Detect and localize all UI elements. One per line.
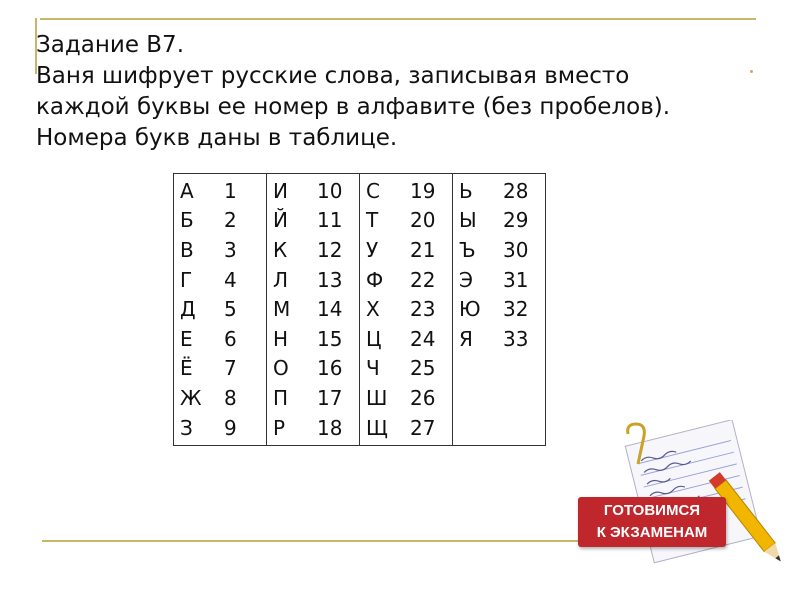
letter: Й: [273, 208, 288, 233]
letter-row: [174, 294, 266, 324]
letter-row: [174, 354, 266, 384]
bottom-rule: [42, 540, 578, 542]
letter-row: [453, 176, 545, 206]
exam-badge: [578, 497, 726, 547]
letter-number: 24: [410, 326, 436, 351]
letter-number: 25: [410, 356, 436, 381]
letter-number: 10: [317, 178, 343, 203]
decorative-dot: [750, 70, 753, 73]
letter: Ё: [180, 356, 193, 381]
letter-number: 14: [317, 297, 343, 322]
letter-row: [174, 413, 266, 443]
letter-row: [360, 206, 452, 236]
letter-number: 30: [503, 237, 529, 262]
letter-number: 26: [410, 385, 436, 410]
letter: Б: [180, 208, 194, 233]
letter-row: [174, 383, 266, 413]
notebook-icon: [618, 420, 798, 570]
letter-row: [360, 235, 452, 265]
letter-number: 6: [224, 326, 237, 351]
task-line-3: Номера букв даны в таблице.: [36, 125, 398, 151]
letter: Л: [273, 267, 289, 292]
letter-number: 15: [317, 326, 343, 351]
letter-row: [267, 354, 359, 384]
letter-number: 17: [317, 385, 343, 410]
letter-number: 23: [410, 297, 436, 322]
letter-number: 29: [503, 208, 529, 233]
letter-number: 4: [224, 267, 237, 292]
letter-number: 11: [317, 208, 343, 233]
letter: С: [366, 178, 380, 203]
alphabet-column: [453, 174, 546, 446]
letter-row: [360, 176, 452, 206]
letter-row: [174, 265, 266, 295]
letter-row: [453, 324, 545, 354]
letter-number: 33: [503, 326, 529, 351]
letter-number: 27: [410, 415, 436, 440]
alphabet-table: [173, 173, 546, 446]
alphabet-column: [267, 174, 360, 446]
letter: Н: [273, 326, 289, 351]
letter-number: 7: [224, 356, 237, 381]
letter-row: [360, 294, 452, 324]
letter-number: 8: [224, 385, 237, 410]
letter: Ч: [366, 356, 380, 381]
letter-row: [267, 294, 359, 324]
letter: Т: [366, 208, 379, 233]
task-text: [36, 30, 670, 154]
letter: Е: [180, 326, 193, 351]
letter-row: [267, 383, 359, 413]
letter: Ц: [366, 326, 382, 351]
letter: Э: [459, 267, 473, 292]
letter-row: [453, 235, 545, 265]
letter: Ш: [366, 385, 388, 410]
letter-row: [267, 413, 359, 443]
letter: Х: [366, 297, 380, 322]
letter: Ю: [459, 297, 481, 322]
letter-number: 28: [503, 178, 529, 203]
letter-row: [453, 206, 545, 236]
badge-line-2: К ЭКЗАМЕНАМ: [596, 524, 708, 541]
letter-number: 5: [224, 297, 237, 322]
letter: Ф: [366, 267, 384, 292]
letter-number: 2: [224, 208, 237, 233]
letter-number: 16: [317, 356, 343, 381]
letter: К: [273, 237, 288, 262]
letter: Д: [180, 297, 196, 322]
letter-number: 20: [410, 208, 436, 233]
letter-row: [174, 235, 266, 265]
letter-number: 13: [317, 267, 343, 292]
letter: Ь: [459, 178, 473, 203]
letter: М: [273, 297, 291, 322]
letter: О: [273, 356, 289, 381]
letter: Р: [273, 415, 286, 440]
letter: Ъ: [459, 237, 476, 262]
letter-row: [267, 176, 359, 206]
task-title: Задание B7.: [36, 32, 185, 58]
letter-number: 21: [410, 237, 436, 262]
letter: И: [273, 178, 288, 203]
letter: В: [180, 237, 194, 262]
task-line-2: каждой буквы ее номер в алфавите (без пробелов).: [36, 94, 671, 120]
letter: Ы: [459, 208, 477, 233]
letter: Г: [180, 267, 193, 292]
badge-line-1: ГОТОВИМСЯ: [603, 502, 701, 519]
letter-number: 18: [317, 415, 343, 440]
letter-row: [360, 413, 452, 443]
letter-number: 1: [224, 178, 237, 203]
letter-row: [267, 206, 359, 236]
top-rule: [40, 18, 756, 20]
letter-row: [267, 265, 359, 295]
letter: Щ: [366, 415, 388, 440]
letter-row: [174, 206, 266, 236]
letter-row: [360, 354, 452, 384]
letter-number: 12: [317, 237, 343, 262]
letter-row: [267, 324, 359, 354]
letter: П: [273, 385, 289, 410]
letter-number: 9: [224, 415, 237, 440]
letter: Ж: [180, 385, 202, 410]
letter: Я: [459, 326, 473, 351]
task-line-1: Ваня шифрует русские слова, записывая вместо: [36, 63, 630, 89]
letter-row: [174, 324, 266, 354]
alphabet-column: [360, 174, 453, 446]
alphabet-column: [174, 174, 267, 446]
letter-number: 32: [503, 297, 529, 322]
letter-row: [267, 235, 359, 265]
letter-row: [174, 176, 266, 206]
letter-row: [360, 265, 452, 295]
letter-row: [360, 324, 452, 354]
letter-number: 19: [410, 178, 436, 203]
letter-row: [453, 265, 545, 295]
letter-row: [360, 383, 452, 413]
letter-number: 31: [503, 267, 529, 292]
letter: У: [366, 237, 379, 262]
letter: З: [180, 415, 193, 440]
letter-number: 3: [224, 237, 237, 262]
letter: А: [180, 178, 194, 203]
letter-number: 22: [410, 267, 436, 292]
letter-row: [453, 294, 545, 324]
